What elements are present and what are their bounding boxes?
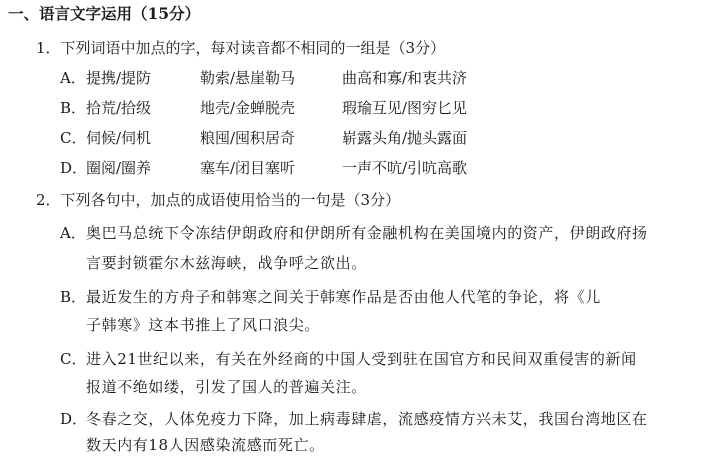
option-word-pair-3: 瑕瑜互见/图穷匕见 [342, 99, 468, 117]
option-word-pair-1: 圈阅/圈养 [86, 159, 152, 177]
option-text-line-2: 言要封锁霍尔木兹海峡，战争呼之欲出。 [86, 254, 367, 272]
option-label: D． [60, 159, 88, 177]
option-label: B． [60, 288, 87, 306]
option-text-line-1: 最近发生的方舟子和韩寒之间关于韩寒作品是否由他人代笔的争论，将《儿 [86, 288, 601, 306]
section-title: 一、语言文字运用（15分） [8, 4, 201, 23]
option-label: B． [60, 99, 87, 117]
option-label: A． [60, 224, 86, 242]
option-label: D． [60, 410, 88, 428]
question-2-stem: 2．下列各句中，加点的成语使用恰当的一句是（3分） [36, 191, 401, 209]
option-word-pair-3: 一声不吭/引吭高歌 [342, 159, 468, 177]
option-word-pair-1: 提携/提防 [86, 69, 152, 87]
option-label: C． [60, 129, 87, 147]
option-text-line-2: 子韩寒》这本书推上了风口浪尖。 [86, 316, 321, 334]
question-2-option-a [60, 218, 700, 248]
question-2-option-c [60, 344, 700, 374]
option-text-line-2: 数天内有18人因感染流感而死亡。 [86, 436, 325, 454]
option-text-line-1: 进入21世纪以来，有关在外经商的中国人受到驻在国官方和民间双重侵害的新闻 [86, 350, 637, 368]
option-word-pair-3: 崭露头角/抛头露面 [342, 129, 468, 147]
option-text-line-2: 报道不绝如缕，引发了国人的普遍关注。 [86, 378, 367, 396]
option-label: C． [60, 350, 87, 368]
option-text-line-1: 冬春之交，人体免疫力下降，加上病毒肆虐，流感疫情方兴未艾，我国台湾地区在 [86, 410, 648, 428]
option-word-pair-1: 拾荒/拾级 [86, 99, 152, 117]
option-word-pair-1: 伺候/伺机 [86, 129, 152, 147]
option-word-pair-3: 曲高和寡/和衷共济 [342, 69, 468, 87]
option-word-pair-2: 地壳/金蝉脱壳 [200, 99, 296, 117]
option-word-pair-2: 粮囤/囤积居奇 [200, 129, 296, 147]
option-label: A． [60, 69, 86, 87]
option-word-pair-2: 勒索/悬崖勒马 [200, 69, 296, 87]
option-text-line-1: 奥巴马总统下令冻结伊朗政府和伊朗所有金融机构在美国境内的资产，伊朗政府扬 [86, 224, 648, 242]
option-word-pair-2: 塞车/闭目塞听 [200, 159, 296, 177]
question-2-option-b [60, 282, 700, 312]
question-1-stem: 1．下列词语中加点的字，每对读音都不相同的一组是（3分） [36, 39, 446, 57]
